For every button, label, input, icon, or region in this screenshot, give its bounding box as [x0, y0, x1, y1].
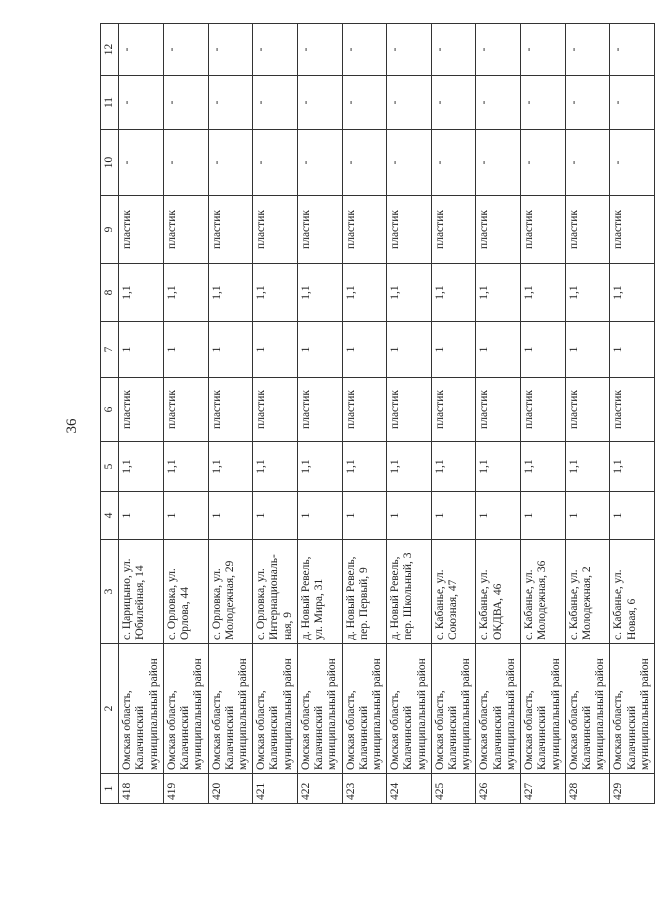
table-row — [521, 24, 566, 804]
table-cell-address: д. Новый Ревель, пер. Первый, 9 — [342, 540, 387, 644]
table-cell-c9: пластик — [253, 196, 298, 264]
table-cell-region: Омская область, Калачинский муниципальный район — [297, 644, 342, 774]
table-cell-c5: 1,1 — [297, 442, 342, 492]
table-cell-c10: - — [163, 130, 208, 196]
table-cell-c10: - — [610, 130, 655, 196]
column-header: 10 — [101, 130, 119, 196]
table-cell-c7: 1 — [163, 322, 208, 378]
table-row — [119, 24, 164, 804]
table-cell-c8: 1,1 — [163, 264, 208, 322]
table-cell-c10: - — [521, 130, 566, 196]
table-cell-c7: 1 — [387, 322, 432, 378]
table-cell-c11: - — [297, 76, 342, 130]
table-cell-c6: пластик — [431, 378, 476, 442]
table-cell-c12: - — [476, 24, 521, 76]
table-cell-c5: 1,1 — [521, 442, 566, 492]
table-cell-c11: - — [163, 76, 208, 130]
header-row — [101, 24, 119, 804]
table-cell-region: Омская область, Калачинский муниципальный район — [476, 644, 521, 774]
table-cell-c4: 1 — [342, 492, 387, 540]
table-cell-c8: 1,1 — [431, 264, 476, 322]
table-cell-c7: 1 — [565, 322, 610, 378]
table-cell-c12: - — [610, 24, 655, 76]
table-cell-c10: - — [208, 130, 253, 196]
table-cell-n: 424 — [387, 774, 432, 804]
table-cell-address: с. Орловка, ул. Молодежная, 29 — [208, 540, 253, 644]
table-cell-c6: пластик — [387, 378, 432, 442]
table-cell-region: Омская область, Калачинский муниципальный район — [431, 644, 476, 774]
column-header: 8 — [101, 264, 119, 322]
table-cell-c6: пластик — [610, 378, 655, 442]
table-cell-c9: пластик — [163, 196, 208, 264]
table-cell-c10: - — [297, 130, 342, 196]
table-cell-c8: 1,1 — [387, 264, 432, 322]
table-row — [297, 24, 342, 804]
table-cell-c4: 1 — [253, 492, 298, 540]
table-cell-c7: 1 — [297, 322, 342, 378]
table-cell-c6: пластик — [565, 378, 610, 442]
table-cell-n: 418 — [119, 774, 164, 804]
table-cell-c4: 1 — [208, 492, 253, 540]
table-cell-address: с. Кабанье, ул. ОКДВА, 46 — [476, 540, 521, 644]
table-cell-c7: 1 — [431, 322, 476, 378]
table-cell-c6: пластик — [342, 378, 387, 442]
table-cell-c6: пластик — [163, 378, 208, 442]
table-cell-c11: - — [208, 76, 253, 130]
table-cell-c7: 1 — [208, 322, 253, 378]
table-cell-address: с. Царицыно, ул. Юбилейная, 14 — [119, 540, 164, 644]
column-header: 2 — [101, 644, 119, 774]
table-row — [208, 24, 253, 804]
table-cell-address: д. Новый Ревель, ул. Мира, 31 — [297, 540, 342, 644]
table-cell-c12: - — [297, 24, 342, 76]
table-cell-c8: 1,1 — [610, 264, 655, 322]
table-cell-c8: 1,1 — [565, 264, 610, 322]
table-cell-c9: пластик — [610, 196, 655, 264]
table-cell-region: Омская область, Калачинский муниципальный район — [610, 644, 655, 774]
table-cell-n: 420 — [208, 774, 253, 804]
table-cell-c12: - — [521, 24, 566, 76]
table-cell-address: д. Новый Ревель, пер. Школьный, 3 — [387, 540, 432, 644]
table-cell-c5: 1,1 — [610, 442, 655, 492]
table-cell-c12: - — [163, 24, 208, 76]
table-cell-c4: 1 — [610, 492, 655, 540]
table-cell-address: с. Кабанье, ул. Молодежная, 36 — [521, 540, 566, 644]
table-cell-c12: - — [342, 24, 387, 76]
table-cell-c5: 1,1 — [253, 442, 298, 492]
table-cell-n: 421 — [253, 774, 298, 804]
table-cell-n: 428 — [565, 774, 610, 804]
table-row — [387, 24, 432, 804]
table-cell-c6: пластик — [297, 378, 342, 442]
table-row — [163, 24, 208, 804]
table-cell-c10: - — [387, 130, 432, 196]
table-cell-c7: 1 — [342, 322, 387, 378]
table-cell-address: с. Кабанье, ул. Молодежная, 2 — [565, 540, 610, 644]
table-cell-c9: пластик — [565, 196, 610, 264]
column-header: 11 — [101, 76, 119, 130]
table-cell-c4: 1 — [565, 492, 610, 540]
table-cell-region: Омская область, Калачинский муниципальный район — [119, 644, 164, 774]
table-cell-c10: - — [476, 130, 521, 196]
table-cell-n: 426 — [476, 774, 521, 804]
table-cell-c5: 1,1 — [431, 442, 476, 492]
table-cell-c8: 1,1 — [253, 264, 298, 322]
table-cell-c8: 1,1 — [208, 264, 253, 322]
table-cell-n: 425 — [431, 774, 476, 804]
table-cell-c4: 1 — [297, 492, 342, 540]
table-cell-c12: - — [431, 24, 476, 76]
table-cell-region: Омская область, Калачинский муниципальный район — [342, 644, 387, 774]
table-cell-n: 423 — [342, 774, 387, 804]
table-cell-c11: - — [610, 76, 655, 130]
table-cell-c10: - — [342, 130, 387, 196]
table-cell-c5: 1,1 — [163, 442, 208, 492]
table-cell-c7: 1 — [119, 322, 164, 378]
table-cell-c8: 1,1 — [476, 264, 521, 322]
table-cell-c12: - — [387, 24, 432, 76]
rotated-table-wrapper — [100, 24, 651, 804]
table-cell-c10: - — [565, 130, 610, 196]
column-header: 1 — [101, 774, 119, 804]
table-row — [476, 24, 521, 804]
table-cell-c12: - — [208, 24, 253, 76]
table-cell-c11: - — [565, 76, 610, 130]
table-cell-c4: 1 — [163, 492, 208, 540]
table-cell-c9: пластик — [387, 196, 432, 264]
table-cell-c7: 1 — [610, 322, 655, 378]
table-cell-c5: 1,1 — [208, 442, 253, 492]
table-cell-c5: 1,1 — [119, 442, 164, 492]
table-cell-c11: - — [342, 76, 387, 130]
column-header: 4 — [101, 492, 119, 540]
table-cell-c8: 1,1 — [521, 264, 566, 322]
column-header: 9 — [101, 196, 119, 264]
table-cell-c5: 1,1 — [342, 442, 387, 492]
table-cell-c6: пластик — [476, 378, 521, 442]
table-cell-c4: 1 — [476, 492, 521, 540]
table-cell-c7: 1 — [253, 322, 298, 378]
table-cell-c12: - — [119, 24, 164, 76]
table-cell-c4: 1 — [431, 492, 476, 540]
table-cell-address: с. Кабанье, ул. Союзная, 47 — [431, 540, 476, 644]
table-cell-c9: пластик — [119, 196, 164, 264]
table-cell-region: Омская область, Калачинский муниципальный район — [387, 644, 432, 774]
table-cell-address: с. Орловка, ул. Орлова, 44 — [163, 540, 208, 644]
table-cell-c11: - — [119, 76, 164, 130]
table-cell-address: с. Кабанье, ул. Новая, 6 — [610, 540, 655, 644]
table-cell-c6: пластик — [119, 378, 164, 442]
table-cell-c6: пластик — [208, 378, 253, 442]
table-cell-c6: пластик — [521, 378, 566, 442]
table-cell-c8: 1,1 — [297, 264, 342, 322]
table-cell-c10: - — [119, 130, 164, 196]
table-row — [565, 24, 610, 804]
table-cell-n: 427 — [521, 774, 566, 804]
table-cell-region: Омская область, Калачинский муниципальный район — [521, 644, 566, 774]
table-cell-c11: - — [387, 76, 432, 130]
table-cell-n: 429 — [610, 774, 655, 804]
table-cell-address: с. Орловка, ул. Интернациональ-ная, 9 — [253, 540, 298, 644]
table-cell-n: 422 — [297, 774, 342, 804]
page-number: 36 — [64, 418, 80, 434]
table-row — [342, 24, 387, 804]
table-cell-c6: пластик — [253, 378, 298, 442]
table-cell-c9: пластик — [431, 196, 476, 264]
table-cell-c9: пластик — [476, 196, 521, 264]
table-cell-region: Омская область, Калачинский муниципальный район — [253, 644, 298, 774]
table-row — [253, 24, 298, 804]
column-header: 6 — [101, 378, 119, 442]
table-cell-region: Омская область, Калачинский муниципальный район — [565, 644, 610, 774]
table-cell-c9: пластик — [297, 196, 342, 264]
table-cell-c7: 1 — [521, 322, 566, 378]
table-cell-region: Омская область, Калачинский муниципальный район — [208, 644, 253, 774]
table-cell-c5: 1,1 — [565, 442, 610, 492]
column-header: 12 — [101, 24, 119, 76]
table-row — [610, 24, 655, 804]
table-cell-c4: 1 — [387, 492, 432, 540]
column-header: 5 — [101, 442, 119, 492]
table-cell-c5: 1,1 — [387, 442, 432, 492]
table-cell-c12: - — [565, 24, 610, 76]
column-header: 3 — [101, 540, 119, 644]
table-cell-c4: 1 — [521, 492, 566, 540]
table-cell-c10: - — [253, 130, 298, 196]
table-cell-n: 419 — [163, 774, 208, 804]
table-cell-c11: - — [521, 76, 566, 130]
table-cell-c9: пластик — [342, 196, 387, 264]
table-cell-c11: - — [431, 76, 476, 130]
table-cell-c10: - — [431, 130, 476, 196]
table-cell-c7: 1 — [476, 322, 521, 378]
table-cell-c5: 1,1 — [476, 442, 521, 492]
table-cell-c11: - — [253, 76, 298, 130]
table-cell-c9: пластик — [521, 196, 566, 264]
table-cell-c11: - — [476, 76, 521, 130]
table-row — [431, 24, 476, 804]
table-cell-c8: 1,1 — [342, 264, 387, 322]
table-cell-c9: пластик — [208, 196, 253, 264]
table-cell-region: Омская область, Калачинский муниципальный район — [163, 644, 208, 774]
table-cell-c4: 1 — [119, 492, 164, 540]
data-table — [100, 23, 655, 804]
table-cell-c8: 1,1 — [119, 264, 164, 322]
table-cell-c12: - — [253, 24, 298, 76]
column-header: 7 — [101, 322, 119, 378]
